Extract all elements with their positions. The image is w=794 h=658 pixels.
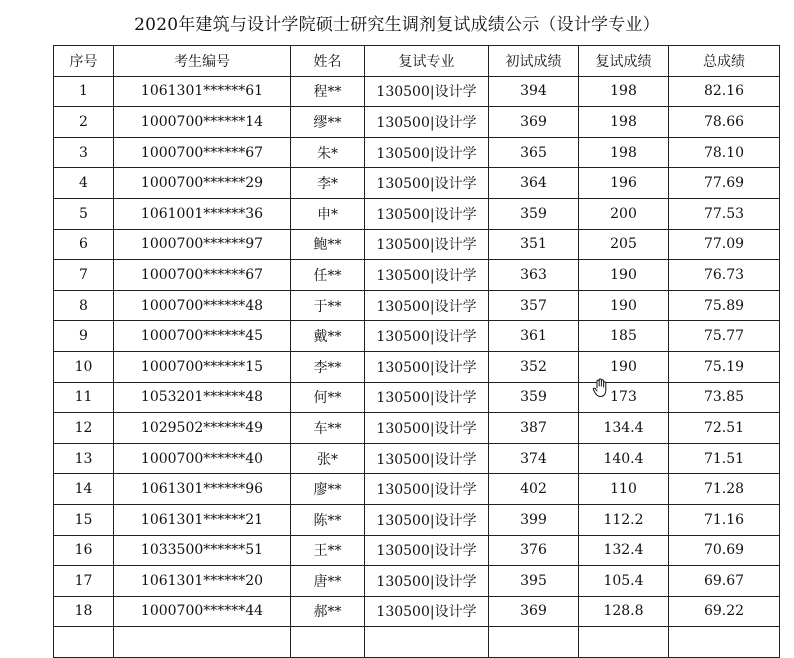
cell-total-score: 73.85 bbox=[669, 382, 780, 413]
cell-total-score: 76.73 bbox=[669, 260, 780, 291]
cell-retest-score: 196 bbox=[579, 168, 669, 199]
table-row bbox=[54, 474, 780, 505]
cell-candidate-id: 1029502******49 bbox=[114, 413, 291, 444]
cell-major: 130500|设计学 bbox=[365, 137, 489, 168]
cell-initial-score: 361 bbox=[489, 321, 579, 352]
cell-seq: 10 bbox=[54, 351, 114, 382]
cell-initial-score: 374 bbox=[489, 443, 579, 474]
cell-name: 于** bbox=[291, 290, 365, 321]
cell-retest-score: 198 bbox=[579, 137, 669, 168]
cell-retest-score: 132.4 bbox=[579, 535, 669, 566]
cell-retest-score: 105.4 bbox=[579, 566, 669, 597]
table-row bbox=[54, 596, 780, 627]
cell-major: 130500|设计学 bbox=[365, 321, 489, 352]
cell-total-score: 77.69 bbox=[669, 168, 780, 199]
cell-total-score: 71.28 bbox=[669, 474, 780, 505]
cell-total-score: 77.09 bbox=[669, 229, 780, 260]
cell-name: 郝** bbox=[291, 596, 365, 627]
cell-retest-score: 190 bbox=[579, 290, 669, 321]
cell-seq: 8 bbox=[54, 290, 114, 321]
header-initial-score: 初试成绩 bbox=[489, 46, 579, 77]
header-major: 复试专业 bbox=[365, 46, 489, 77]
table-row bbox=[54, 627, 780, 658]
table-row bbox=[54, 168, 780, 199]
table-row bbox=[54, 76, 780, 107]
cell-initial-score: 399 bbox=[489, 504, 579, 535]
cell-major: 130500|设计学 bbox=[365, 351, 489, 382]
cell-retest-score: 128.8 bbox=[579, 596, 669, 627]
cell-major: 130500|设计学 bbox=[365, 443, 489, 474]
cell-seq: 6 bbox=[54, 229, 114, 260]
cell-candidate-id: 1000700******14 bbox=[114, 107, 291, 138]
cell-total-score: 71.51 bbox=[669, 443, 780, 474]
cell-initial-score: 351 bbox=[489, 229, 579, 260]
cell-total-score bbox=[669, 627, 780, 658]
cell-initial-score: 352 bbox=[489, 351, 579, 382]
cell-retest-score: 134.4 bbox=[579, 413, 669, 444]
table-row bbox=[54, 107, 780, 138]
cell-name: 申* bbox=[291, 198, 365, 229]
cell-candidate-id bbox=[114, 627, 291, 658]
cell-candidate-id: 1061001******36 bbox=[114, 198, 291, 229]
cell-initial-score: 402 bbox=[489, 474, 579, 505]
cell-major: 130500|设计学 bbox=[365, 168, 489, 199]
cell-candidate-id: 1061301******61 bbox=[114, 76, 291, 107]
header-retest-score: 复试成绩 bbox=[579, 46, 669, 77]
cell-candidate-id: 1061301******96 bbox=[114, 474, 291, 505]
cell-total-score: 78.10 bbox=[669, 137, 780, 168]
cell-initial-score: 395 bbox=[489, 566, 579, 597]
cell-initial-score: 364 bbox=[489, 168, 579, 199]
cell-retest-score bbox=[579, 627, 669, 658]
cell-major bbox=[365, 627, 489, 658]
cell-major: 130500|设计学 bbox=[365, 76, 489, 107]
cell-initial-score: 357 bbox=[489, 290, 579, 321]
cell-retest-score: 173 bbox=[579, 382, 669, 413]
cell-seq: 3 bbox=[54, 137, 114, 168]
cell-candidate-id: 1000700******45 bbox=[114, 321, 291, 352]
cell-name bbox=[291, 627, 365, 658]
cell-major: 130500|设计学 bbox=[365, 229, 489, 260]
cell-initial-score: 365 bbox=[489, 137, 579, 168]
table-row bbox=[54, 198, 780, 229]
cell-seq bbox=[54, 627, 114, 658]
cell-name: 鲍** bbox=[291, 229, 365, 260]
cell-candidate-id: 1061301******20 bbox=[114, 566, 291, 597]
header-seq: 序号 bbox=[54, 46, 114, 77]
page-title: 2020年建筑与设计学院硕士研究生调剂复试成绩公示（设计学专业） bbox=[134, 15, 660, 35]
cell-initial-score: 359 bbox=[489, 382, 579, 413]
cell-major: 130500|设计学 bbox=[365, 566, 489, 597]
table-row bbox=[54, 351, 780, 382]
cell-retest-score: 112.2 bbox=[579, 504, 669, 535]
cell-initial-score: 387 bbox=[489, 413, 579, 444]
cell-initial-score: 369 bbox=[489, 596, 579, 627]
cell-name: 唐** bbox=[291, 566, 365, 597]
cell-retest-score: 190 bbox=[579, 351, 669, 382]
cell-name: 李** bbox=[291, 351, 365, 382]
cell-initial-score: 376 bbox=[489, 535, 579, 566]
cell-seq: 16 bbox=[54, 535, 114, 566]
table-body bbox=[54, 76, 780, 657]
header-name: 姓名 bbox=[291, 46, 365, 77]
cell-total-score: 72.51 bbox=[669, 413, 780, 444]
table-header-row bbox=[54, 46, 780, 77]
cell-major: 130500|设计学 bbox=[365, 596, 489, 627]
cell-major: 130500|设计学 bbox=[365, 474, 489, 505]
cell-major: 130500|设计学 bbox=[365, 260, 489, 291]
cell-total-score: 82.16 bbox=[669, 76, 780, 107]
cell-total-score: 69.22 bbox=[669, 596, 780, 627]
cell-retest-score: 110 bbox=[579, 474, 669, 505]
cell-seq: 14 bbox=[54, 474, 114, 505]
cell-major: 130500|设计学 bbox=[365, 382, 489, 413]
cell-name: 李* bbox=[291, 168, 365, 199]
cell-candidate-id: 1000700******67 bbox=[114, 260, 291, 291]
hand-pointer-icon bbox=[592, 378, 608, 398]
cell-total-score: 78.66 bbox=[669, 107, 780, 138]
table-row bbox=[54, 566, 780, 597]
cell-name: 缪** bbox=[291, 107, 365, 138]
cell-candidate-id: 1000700******15 bbox=[114, 351, 291, 382]
cell-seq: 5 bbox=[54, 198, 114, 229]
cell-major: 130500|设计学 bbox=[365, 413, 489, 444]
cell-retest-score: 200 bbox=[579, 198, 669, 229]
cell-seq: 17 bbox=[54, 566, 114, 597]
cell-name: 陈** bbox=[291, 504, 365, 535]
cell-name: 廖** bbox=[291, 474, 365, 505]
cell-name: 王** bbox=[291, 535, 365, 566]
cell-candidate-id: 1000700******29 bbox=[114, 168, 291, 199]
cell-seq: 18 bbox=[54, 596, 114, 627]
cell-retest-score: 198 bbox=[579, 107, 669, 138]
cell-retest-score: 198 bbox=[579, 76, 669, 107]
cell-total-score: 75.89 bbox=[669, 290, 780, 321]
cell-total-score: 75.77 bbox=[669, 321, 780, 352]
cell-name: 何** bbox=[291, 382, 365, 413]
cell-candidate-id: 1000700******48 bbox=[114, 290, 291, 321]
cell-initial-score: 363 bbox=[489, 260, 579, 291]
cell-total-score: 77.53 bbox=[669, 198, 780, 229]
cell-retest-score: 140.4 bbox=[579, 443, 669, 474]
table-row bbox=[54, 382, 780, 413]
cell-seq: 15 bbox=[54, 504, 114, 535]
table-row bbox=[54, 321, 780, 352]
cell-name: 戴** bbox=[291, 321, 365, 352]
table-row bbox=[54, 504, 780, 535]
header-candidate-id: 考生编号 bbox=[114, 46, 291, 77]
cell-major: 130500|设计学 bbox=[365, 535, 489, 566]
cell-seq: 1 bbox=[54, 76, 114, 107]
cell-retest-score: 205 bbox=[579, 229, 669, 260]
cell-total-score: 70.69 bbox=[669, 535, 780, 566]
cell-seq: 11 bbox=[54, 382, 114, 413]
table-row bbox=[54, 290, 780, 321]
cell-seq: 2 bbox=[54, 107, 114, 138]
cell-retest-score: 190 bbox=[579, 260, 669, 291]
table-row bbox=[54, 260, 780, 291]
cell-seq: 9 bbox=[54, 321, 114, 352]
cell-major: 130500|设计学 bbox=[365, 504, 489, 535]
cell-major: 130500|设计学 bbox=[365, 198, 489, 229]
header-total-score: 总成绩 bbox=[669, 46, 780, 77]
cell-initial-score: 359 bbox=[489, 198, 579, 229]
cell-seq: 7 bbox=[54, 260, 114, 291]
cell-candidate-id: 1061301******21 bbox=[114, 504, 291, 535]
cell-initial-score: 369 bbox=[489, 107, 579, 138]
cell-name: 车** bbox=[291, 413, 365, 444]
table-row bbox=[54, 443, 780, 474]
cell-candidate-id: 1000700******40 bbox=[114, 443, 291, 474]
results-table bbox=[53, 45, 780, 658]
cell-candidate-id: 1000700******67 bbox=[114, 137, 291, 168]
cell-seq: 4 bbox=[54, 168, 114, 199]
cell-total-score: 69.67 bbox=[669, 566, 780, 597]
cell-name: 朱* bbox=[291, 137, 365, 168]
cell-total-score: 71.16 bbox=[669, 504, 780, 535]
cell-candidate-id: 1053201******48 bbox=[114, 382, 291, 413]
cell-name: 程** bbox=[291, 76, 365, 107]
cell-initial-score bbox=[489, 627, 579, 658]
cell-name: 张* bbox=[291, 443, 365, 474]
table-row bbox=[54, 535, 780, 566]
table-row bbox=[54, 137, 780, 168]
cell-major: 130500|设计学 bbox=[365, 107, 489, 138]
cell-initial-score: 394 bbox=[489, 76, 579, 107]
cell-retest-score: 185 bbox=[579, 321, 669, 352]
table-row bbox=[54, 229, 780, 260]
cell-seq: 13 bbox=[54, 443, 114, 474]
cell-name: 任** bbox=[291, 260, 365, 291]
cell-seq: 12 bbox=[54, 413, 114, 444]
cell-total-score: 75.19 bbox=[669, 351, 780, 382]
cell-candidate-id: 1000700******97 bbox=[114, 229, 291, 260]
cell-candidate-id: 1000700******44 bbox=[114, 596, 291, 627]
table-row bbox=[54, 413, 780, 444]
cell-candidate-id: 1033500******51 bbox=[114, 535, 291, 566]
cell-major: 130500|设计学 bbox=[365, 290, 489, 321]
